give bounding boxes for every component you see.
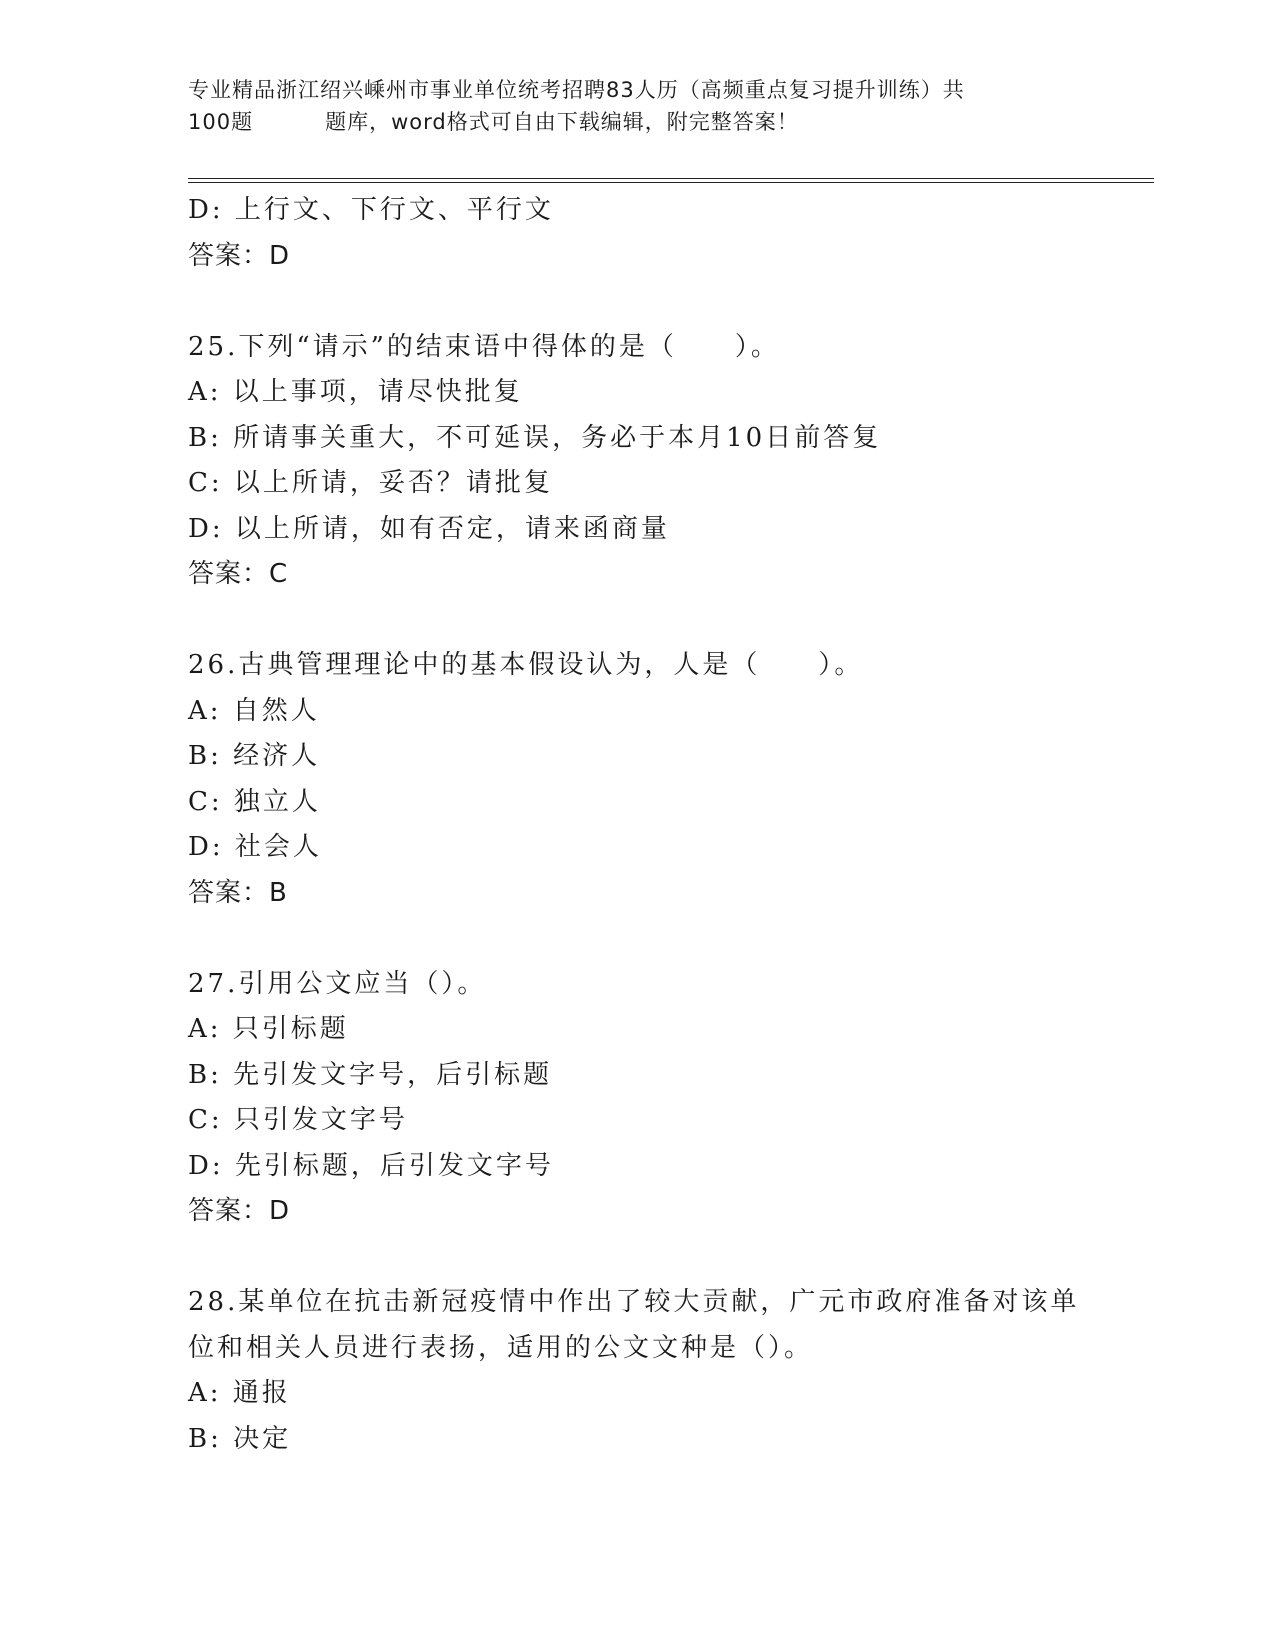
question-line: 27.引用公文应当（）。 bbox=[188, 968, 487, 999]
question-line: 26.古典管理理论中的基本假设认为，人是（ ）。 bbox=[188, 650, 864, 680]
document-header bbox=[188, 74, 1088, 138]
option-line: B: 经济人 bbox=[188, 741, 321, 771]
option-line: C: 以上所请，妥否？请批复 bbox=[188, 468, 553, 498]
header-line-2-left: 100题 bbox=[188, 110, 254, 134]
option-line: B: 所请事关重大，不可延误，务必于本月10日前答复 bbox=[188, 422, 882, 453]
answer-line: 答案：D bbox=[188, 1196, 291, 1226]
option-line: D: 先引标题，后引发文字号 bbox=[188, 1150, 554, 1181]
header-line-1: 专业精品浙江绍兴嵊州市事业单位统考招聘83人历（高频重点复习提升训练）共 bbox=[188, 78, 965, 102]
header-line-2 bbox=[188, 106, 1088, 138]
option-line: C: 只引发文字号 bbox=[188, 1105, 408, 1135]
question-content bbox=[188, 188, 1088, 1462]
option-line: C: 独立人 bbox=[188, 786, 321, 817]
option-line: D: 以上所请，如有否定，请来函商量 bbox=[188, 513, 670, 544]
option-line: A: 通报 bbox=[188, 1378, 291, 1408]
option-line: A: 只引标题 bbox=[188, 1014, 349, 1044]
answer-line: 答案：B bbox=[188, 877, 288, 908]
option-line: B: 先引发文字号，后引标题 bbox=[188, 1059, 553, 1090]
question-line: 位和相关人员进行表扬，适用的公文文种是（）。 bbox=[188, 1332, 814, 1363]
header-line-2-right: 题库，word格式可自由下载编辑，附完整答案！ bbox=[325, 110, 799, 134]
blank-line bbox=[188, 598, 1088, 644]
question-line: 28.某单位在抗击新冠疫情中作出了较大贡献，广元市政府准备对该单 bbox=[188, 1287, 1080, 1317]
answer-line: 答案：C bbox=[188, 559, 289, 589]
question-line: 25.下列“请示”的结束语中得体的是（ ）。 bbox=[188, 331, 780, 362]
option-line: B: 决定 bbox=[188, 1423, 292, 1454]
option-line: D: 社会人 bbox=[188, 832, 322, 862]
answer-line: 答案：D bbox=[188, 240, 291, 271]
option-line: D: 上行文、下行文、平行文 bbox=[188, 195, 554, 225]
option-line: A: 自然人 bbox=[188, 695, 320, 726]
option-line: A: 以上事项，请尽快批复 bbox=[188, 377, 523, 407]
header-rule-top bbox=[188, 178, 1154, 179]
blank-line bbox=[188, 916, 1088, 962]
header-rule-bottom bbox=[188, 182, 1154, 183]
blank-line bbox=[188, 279, 1088, 325]
blank-line bbox=[188, 1235, 1088, 1281]
